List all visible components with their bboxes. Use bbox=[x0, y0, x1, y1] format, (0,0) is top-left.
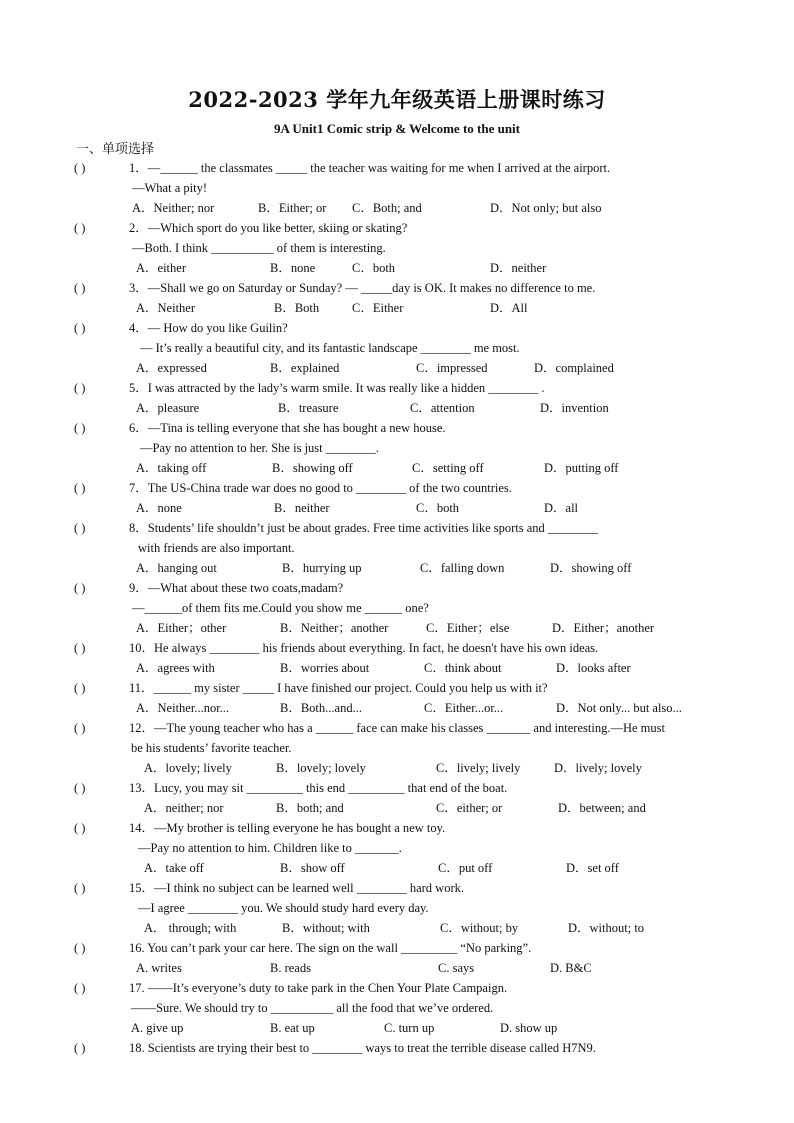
answer-option: B．show off bbox=[280, 861, 345, 875]
answer-option: B．worries about bbox=[280, 661, 370, 675]
answer-option: D．neither bbox=[490, 261, 547, 275]
answer-option: A．Either；other bbox=[136, 621, 227, 635]
question-text: 8．Students’ life shouldn’t just be about grades. Free time activities like sports and ________ bbox=[129, 521, 598, 535]
question-text: 17. ——It’s everyone’s duty to take park in the Chen Your Plate Campaign. bbox=[129, 981, 508, 995]
question-text: 7．The US-China trade war does no good to ________ of the two countries. bbox=[129, 481, 512, 495]
answer-option: C．Either；else bbox=[426, 621, 510, 635]
answer-option: B．none bbox=[270, 261, 316, 275]
answer-option: A．Neither; nor bbox=[132, 201, 215, 215]
answer-blank: ( ) bbox=[74, 221, 86, 235]
answer-option: B. reads bbox=[270, 961, 311, 975]
answer-blank: ( ) bbox=[74, 941, 86, 955]
answer-option: A．Neither bbox=[136, 301, 196, 315]
answer-option: D．Not only; but also bbox=[490, 201, 602, 215]
answer-blank: ( ) bbox=[74, 681, 86, 695]
answer-blank: ( ) bbox=[74, 521, 86, 535]
answer-option: B．showing off bbox=[272, 461, 353, 475]
answer-blank: ( ) bbox=[74, 781, 86, 795]
question-text: with friends are also important. bbox=[138, 541, 295, 555]
question-text: ——Sure. We should try to __________ all the food that we’ve ordered. bbox=[131, 1001, 494, 1015]
answer-option: D．complained bbox=[534, 361, 614, 375]
answer-option: D．set off bbox=[566, 861, 619, 875]
answer-blank: ( ) bbox=[74, 381, 86, 395]
question-text: 18. Scientists are trying their best to ________ ways to treat the terrible disease called H7N9. bbox=[129, 1041, 596, 1055]
question-text: —Both. I think __________ of them is interesting. bbox=[132, 241, 386, 255]
question-text: —Pay no attention to him. Children like to _______. bbox=[138, 841, 402, 855]
answer-option: A．hanging out bbox=[136, 561, 217, 575]
answer-option: B．neither bbox=[274, 501, 330, 515]
answer-option: B．Neither；another bbox=[280, 621, 389, 635]
answer-blank: ( ) bbox=[74, 161, 86, 175]
question-text: 9．—What about these two coats,madam? bbox=[129, 581, 344, 595]
question-text: 6．—Tina is telling everyone that she has bought a new house. bbox=[129, 421, 446, 435]
answer-blank: ( ) bbox=[74, 321, 86, 335]
question-text: be his students’ favorite teacher. bbox=[131, 741, 292, 755]
answer-blank: ( ) bbox=[74, 721, 86, 735]
question-text: 14．—My brother is telling everyone he has bought a new toy. bbox=[129, 821, 446, 835]
answer-option: D．without; to bbox=[568, 921, 645, 935]
question-text: —Pay no attention to her. She is just ________. bbox=[140, 441, 379, 455]
answer-option: B．explained bbox=[270, 361, 340, 375]
answer-blank: ( ) bbox=[74, 641, 86, 655]
answer-option: D．lively; lovely bbox=[554, 761, 642, 775]
answer-option: D．invention bbox=[540, 401, 609, 415]
answer-option: B．treasure bbox=[278, 401, 339, 415]
answer-blank: ( ) bbox=[74, 581, 86, 595]
section-heading: 一、单项选择 bbox=[76, 142, 155, 157]
answer-option: C．impressed bbox=[416, 361, 488, 375]
question-text: 1．—______ the classmates _____ the teacher was waiting for me when I arrived at the airport. bbox=[129, 161, 611, 175]
answer-option: B．both; and bbox=[276, 801, 344, 815]
answer-option: C．both bbox=[416, 501, 460, 515]
answer-option: D. show up bbox=[500, 1021, 558, 1035]
question-text: 3．—Shall we go on Saturday or Sunday? — _____day is OK. It makes no difference to me. bbox=[129, 281, 596, 295]
answer-option: C．falling down bbox=[420, 561, 505, 575]
question-text: 5．I was attracted by the lady’s warm smile. It was really like a hidden ________ . bbox=[129, 381, 545, 395]
answer-option: A．taking off bbox=[136, 461, 207, 475]
answer-blank: ( ) bbox=[74, 981, 86, 995]
answer-option: D. B&C bbox=[550, 961, 592, 975]
question-text: 10．He always ________ his friends about everything. In fact, he doesn't have his own ideas. bbox=[129, 641, 599, 655]
answer-blank: ( ) bbox=[74, 421, 86, 435]
answer-option: C．either; or bbox=[436, 801, 503, 815]
question-text: 16. You can’t park your car here. The sign on the wall _________ “No parking”. bbox=[129, 941, 532, 955]
answer-option: D．Not only... but also... bbox=[556, 701, 682, 715]
answer-option: B．without; with bbox=[282, 921, 370, 935]
answer-blank: ( ) bbox=[74, 481, 86, 495]
answer-option: D．putting off bbox=[544, 461, 619, 475]
answer-blank: ( ) bbox=[74, 1041, 86, 1055]
answer-option: C．lively; lively bbox=[436, 761, 521, 775]
page-title: 2022-2023 学年九年级英语上册课时练习 bbox=[188, 87, 606, 112]
answer-option: A．none bbox=[136, 501, 182, 515]
answer-option: A．agrees with bbox=[136, 661, 215, 675]
answer-option: D．all bbox=[544, 501, 579, 515]
question-text: —I agree ________ you. We should study hard every day. bbox=[138, 901, 429, 915]
question-text: 13．Lucy, you may sit _________ this end _________ that end of the boat. bbox=[129, 781, 508, 795]
answer-option: C．setting off bbox=[412, 461, 484, 475]
answer-blank: ( ) bbox=[74, 281, 86, 295]
page-subtitle: 9A Unit1 Comic strip & Welcome to the unit bbox=[273, 121, 521, 136]
question-text: 4．— How do you like Guilin? bbox=[129, 321, 288, 335]
answer-option: B. eat up bbox=[270, 1021, 315, 1035]
answer-option: C．Either...or... bbox=[424, 701, 504, 715]
question-text: —What a pity! bbox=[132, 181, 207, 195]
answer-option: D．showing off bbox=[550, 561, 632, 575]
answer-option: D．looks after bbox=[556, 661, 631, 675]
answer-option: A． through; with bbox=[144, 921, 237, 935]
answer-option: D．Either；another bbox=[552, 621, 655, 635]
answer-option: B．hurrying up bbox=[282, 561, 362, 575]
answer-option: A．Neither...nor... bbox=[136, 701, 230, 715]
answer-blank: ( ) bbox=[74, 881, 86, 895]
answer-option: A．neither; nor bbox=[144, 801, 224, 815]
answer-option: A．either bbox=[136, 261, 186, 275]
answer-option: A. give up bbox=[131, 1021, 184, 1035]
answer-option: D．All bbox=[490, 301, 528, 315]
answer-option: B．Both...and... bbox=[280, 701, 362, 715]
answer-blank: ( ) bbox=[74, 821, 86, 835]
answer-option: D．between; and bbox=[558, 801, 646, 815]
answer-option: B．Both bbox=[274, 301, 320, 315]
question-text: 11．______ my sister _____ I have finished our project. Could you help us with it? bbox=[129, 681, 548, 695]
question-text: 2．—Which sport do you like better, skiing or skating? bbox=[129, 221, 408, 235]
answer-option: A．take off bbox=[144, 861, 204, 875]
answer-option: A．expressed bbox=[136, 361, 207, 375]
answer-option: A．pleasure bbox=[136, 401, 200, 415]
question-text: — It’s really a beautiful city, and its fantastic landscape ________ me most. bbox=[140, 341, 520, 355]
answer-option: C. turn up bbox=[384, 1021, 435, 1035]
answer-option: A．lovely; lively bbox=[144, 761, 232, 775]
answer-option: C．think about bbox=[424, 661, 502, 675]
answer-option: C．Both; and bbox=[352, 201, 422, 215]
question-text: —______of them fits me.Could you show me ______ one? bbox=[132, 601, 429, 615]
answer-option: A. writes bbox=[136, 961, 182, 975]
answer-option: C．both bbox=[352, 261, 396, 275]
answer-option: C．put off bbox=[438, 861, 493, 875]
question-text: 12．—The young teacher who has a ______ face can make his classes _______ and interesting.—He must bbox=[129, 721, 665, 735]
answer-option: C. says bbox=[438, 961, 475, 975]
answer-option: B．Either; or bbox=[258, 201, 327, 215]
answer-option: C．attention bbox=[410, 401, 475, 415]
question-text: 15．—I think no subject can be learned well ________ hard work. bbox=[129, 881, 464, 895]
answer-option: B．lovely; lovely bbox=[276, 761, 366, 775]
answer-option: C．Either bbox=[352, 301, 404, 315]
answer-option: C．without; by bbox=[440, 921, 519, 935]
